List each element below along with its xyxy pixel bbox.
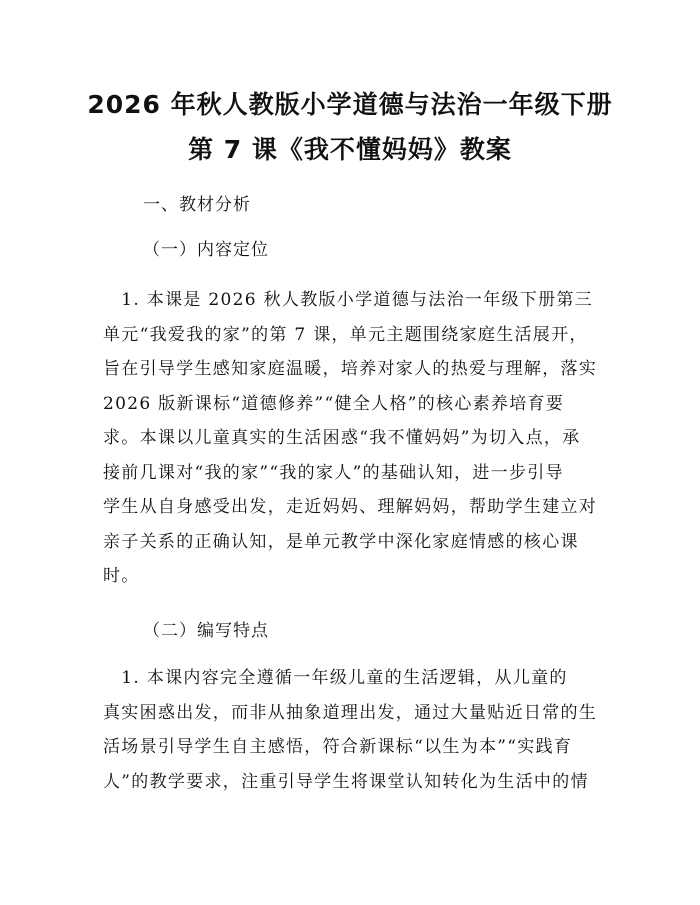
paragraph-line: 求。本课以儿童真实的生活困惑“我不懂妈妈”为切入点，承 xyxy=(103,428,581,448)
paragraph-line: 亲子关系的正确认知，是单元教学中深化家庭情感的核心课 xyxy=(103,531,579,552)
paragraph-line: 接前几课对“我的家”“我的家人”的基础认知，进一步引导 xyxy=(103,462,564,483)
paragraph-line: 1. 本课是 2026 秋人教版小学道德与法治一年级下册第三 xyxy=(103,290,593,310)
document-title-line-2: 第 7 课《我不懂妈妈》教案 xyxy=(188,135,512,164)
paragraph-line: 单元“我爱我的家”的第 7 课，单元主题围绕家庭生活展开， xyxy=(103,324,588,345)
subsection-heading-writing-features: （二）编写特点 xyxy=(143,621,269,641)
paragraph-line: 2026 版新课标“道德修养”“健全人格”的核心素养培育要 xyxy=(103,393,565,414)
section-heading-textbook-analysis: 一、教材分析 xyxy=(143,195,251,215)
subsection-heading-content-positioning: （一）内容定位 xyxy=(143,240,269,260)
document-title-line-1: 2026 年秋人教版小学道德与法治一年级下册 xyxy=(87,90,613,119)
paragraph-content-positioning xyxy=(103,283,603,594)
paragraph-line: 时。 xyxy=(103,566,140,586)
paragraph-line: 旨在引导学生感知家庭温暖，培养对家人的热爱与理解，落实 xyxy=(103,359,598,379)
paragraph-line: 真实困惑出发，而非从抽象道理出发，通过大量贴近日常的生 xyxy=(103,702,598,723)
paragraph-writing-features xyxy=(103,661,603,799)
paragraph-line: 学生从自身感受出发，走近妈妈、理解妈妈，帮助学生建立对 xyxy=(103,497,598,517)
paragraph-line: 人”的教学要求，注重引导学生将课堂认知转化为生活中的情 xyxy=(103,771,589,792)
paragraph-line: 活场景引导学生自主感悟，符合新课标“以生为本”“实践育 xyxy=(103,737,573,757)
paragraph-line: 1. 本课内容完全遵循一年级儿童的生活逻辑，从儿童的 xyxy=(103,668,568,688)
